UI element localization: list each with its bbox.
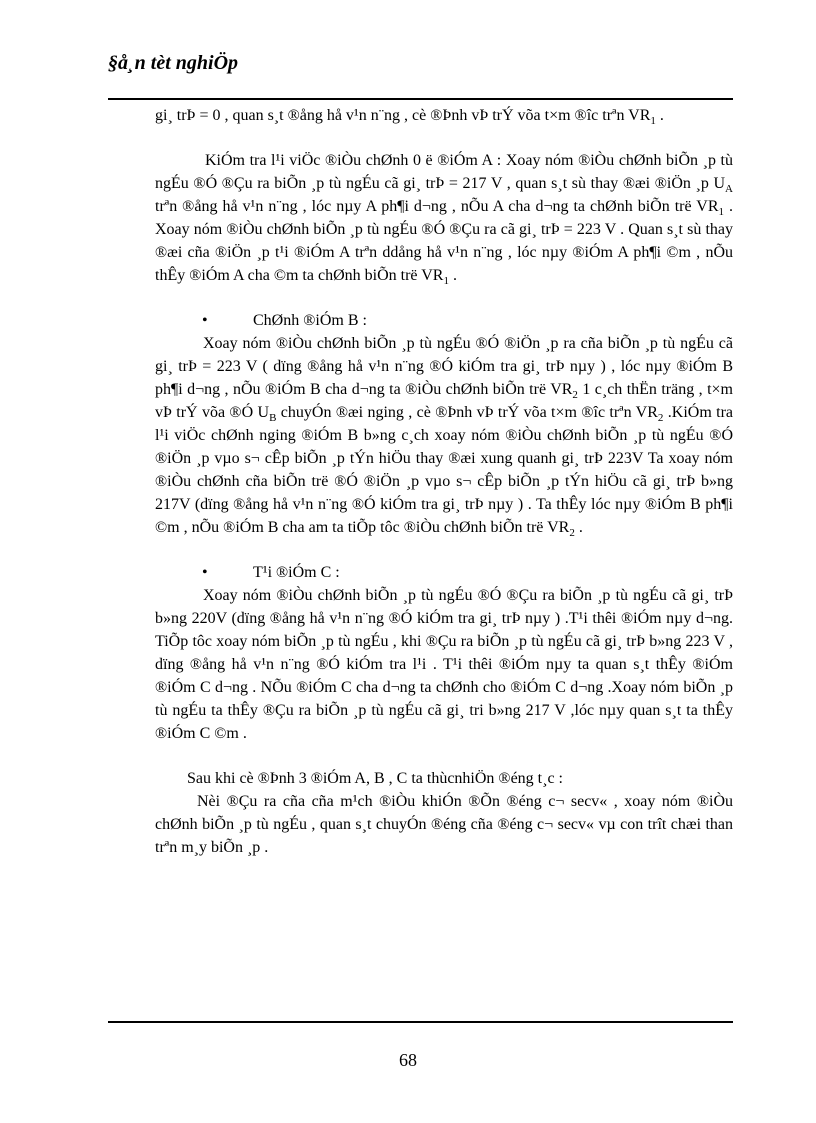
page-body (155, 104, 733, 859)
paragraph-1: gi¸ trÞ = 0 , quan s¸t ®ång hå v¹n n¨ng , cè ®Þnh vÞ trÝ võa t×m ®îc trªn $VR_1$ . (155, 107, 664, 128)
page-number: 68 (399, 1050, 417, 1070)
bullet-icon: • (202, 312, 208, 329)
page-header: §å¸n tèt nghiÖp (108, 52, 239, 74)
paragraph-6: Nèi ®Çu ra cña cña m¹ch ®iÒu khiÓn ®Õn ®éng c¬ secv« , xoay nóm ®iÒu chØnh biÕn ¸p tù ngÉu , quan s¸t chuyÓn ®éng cña ®éng c¬ secv« vµ con trît chæi than trªn m¸y biÕn ¸p . (155, 793, 733, 856)
paragraph-2: KiÓm tra l¹i viÖc ®iÒu chØnh 0 ë ®iÓm A : Xoay nóm ®iÒu chØnh biÕn ¸p tù ngÉu ®Ó ®Çu ra biÕn ¸p tù ngÉu cã gi¸ trÞ = 217 V , quan s¸t sù thay ®æi ®iÖn ¸p $U_A$ trªn ®ång hå v¹n n¨ng , lóc nµy A ph¶i d¬ng , nÕu A cha d¬ng ta chØnh biÕn trë $VR_1$ . Xoay nóm ®iÒu chØnh biÕn ¸p tù ngÉu ®Ó ®Çu ra cã gi¸ trÞ = 223 V . Quan s¸t sù thay ®æi cña ®iÖn ¸p t¹i ®iÓm A trªn ddång hå v¹n n¨ng , lóc nµy ®iÓm A ph¶i ©m , nÕu thÊy ®iÓm A cha ©m ta chØnh biÕn trë $VR_1$ . (155, 152, 734, 288)
paragraph-5: Sau khi cè ®Þnh 3 ®iÓm A, B , C ta thùcnhiÖn ®éng t¸c : (187, 770, 563, 787)
header-rule (108, 98, 733, 100)
footer-rule (108, 1021, 733, 1023)
bullet-icon: • (202, 564, 208, 581)
bullet-item-b: • ChØnh ®iÓm B : (155, 309, 733, 332)
bullet-item-c: • T¹i ®iÓm C : (155, 561, 733, 584)
paragraph-4: Xoay nóm ®iÒu chØnh biÕn ¸p tù ngÉu ®Ó ®Çu ra biÕn ¸p tù ngÉu cã gi¸ trÞ b»ng 220V (dïng ®ång hå v¹n n¨ng ®Ó kiÓm tra gi¸ trÞ nµy ) .T¹i thêi ®iÓm nµy d¬ng. TiÕp tôc xoay nóm biÕn ¸p tù ngÉu , khi ®Çu ra biÕn ¸p tù ngÉu cã gi¸ trÞ b»ng 223 V , dïng ®ång hå v¹n n¨ng ®Ó kiÓm tra l¹i . T¹i thêi ®iÓm nµy ta quan s¸t thÊy ®iÓm ®iÓm C d¬ng . NÕu ®iÓm C cha d¬ng ta chØnh cho ®iÓm C d¬ng .Xoay nóm biÕn ¸p tù ngÉu ta thÊy ®Çu ra biÕn ¸p tù ngÉu cã gi¸ tri b»ng 217 V ,lóc nµy quan s¸t ta thÊy ®iÓm C ©m . (155, 587, 733, 742)
paragraph-3: Xoay nóm ®iÒu chØnh biÕn ¸p tù ngÉu ®Ó ®iÖn ¸p ra cña biÕn ¸p tù ngÉu cã gi¸ trÞ = 223 V ( dïng ®ång hå v¹n n¨ng ®Ó kiÓm tra gi¸ trÞ nµy ) , lóc nµy ®iÓm B ph¶i d¬ng , nÕu ®iÓm B cha d¬ng ta ®iÒu chØnh biÕn trë $VR_2$ 1 c¸ch thËn träng , t×m vÞ trÝ võa ®Ó $U_B$ chuyÓn ®æi nging , cè ®Þnh vÞ trÝ võa t×m ®îc trªn $VR_2$ .KiÓm tra l¹i viÖc chØnh nging ®iÓm B b»ng c¸ch xoay nóm ®iÒu chØnh biÕn ¸p tù ngÉu ®Ó ®iÖn ¸p vµo s¬ cÊp biÕn ¸p tÝn hiÖu thay ®æi xung quanh gi¸ trÞ 223V Ta xoay nóm ®iÒu chØnh cña biÕn trë ®Ó ®iÖn ¸p vµo s¬ cÊp biÕn ¸p tÝn hiÖu cã gi¸ trÞ b»ng 217V (dïng ®ång hå v¹n n¨ng ®Ó kiÓm tra gi¸ trÞ nµy ) . Ta thÊy lóc nµy ®iÓm B ph¶i ©m , nÕu ®iÓm B cha am ta tiÕp tôc ®iÒu chØnh biÕn trë $VR_2$ . (155, 335, 734, 540)
